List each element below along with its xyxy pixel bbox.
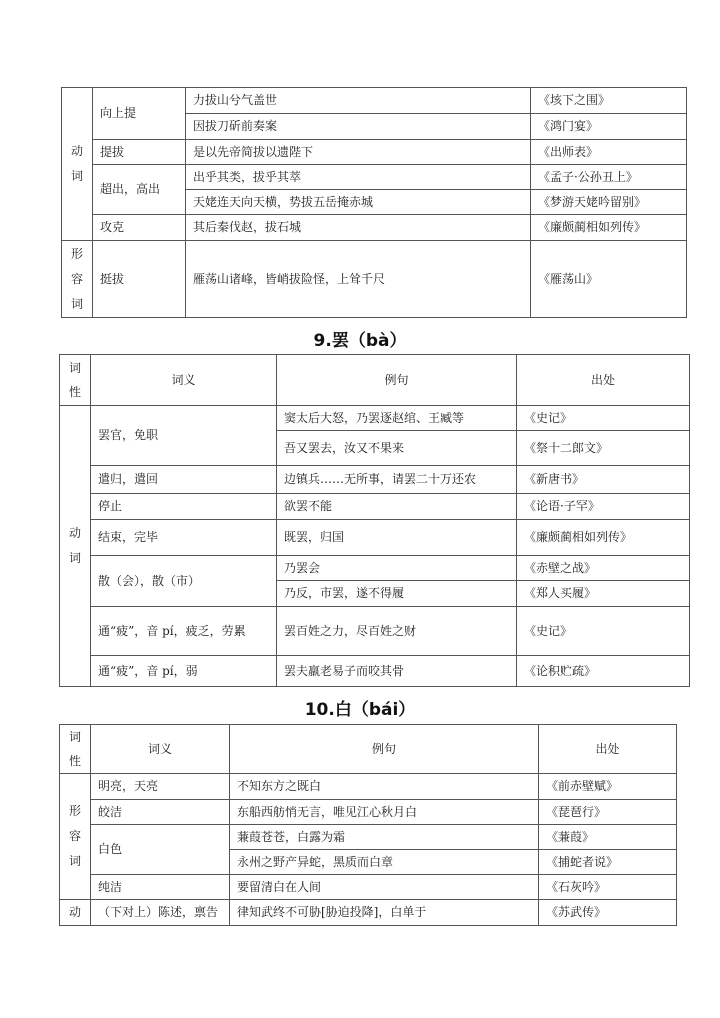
table-row xyxy=(62,241,687,318)
example-cell: 不知东方之既白 xyxy=(230,774,539,800)
meaning-cell: 遣归，遣回 xyxy=(91,466,277,494)
table-row xyxy=(62,165,687,190)
example-cell: 东船西舫悄无言，唯见江心秋月白 xyxy=(230,800,539,825)
example-cell: 罢百姓之力，尽百姓之财 xyxy=(277,607,517,656)
source-cell: 《出师表》 xyxy=(531,140,687,165)
meaning-cell: 明亮，天亮 xyxy=(91,774,230,800)
header-example: 例句 xyxy=(230,725,539,774)
table-row xyxy=(60,466,690,494)
header-meaning: 词义 xyxy=(91,725,230,774)
header-source: 出处 xyxy=(539,725,677,774)
source-cell: 《论积贮疏》 xyxy=(517,656,690,687)
meaning-cell: 通“疲”，音 pí，弱 xyxy=(91,656,277,687)
source-cell: 《垓下之围》 xyxy=(531,88,687,114)
table-ba-continued xyxy=(61,87,687,318)
table-row xyxy=(62,215,687,241)
source-cell: 《蒹葭》 xyxy=(539,825,677,850)
table-bai xyxy=(59,724,677,926)
example-cell: 边镇兵……无所事，请罢二十万还农 xyxy=(277,466,517,494)
table-row xyxy=(60,607,690,656)
meaning-cell: 罢官，免职 xyxy=(91,406,277,466)
example-cell: 欲罢不能 xyxy=(277,494,517,520)
pos-cell xyxy=(62,241,93,318)
meaning-cell: 散（会），散（市） xyxy=(91,556,277,607)
example-cell: 雁荡山诸峰，皆峭拔险怪，上耸千尺 xyxy=(186,241,531,318)
table-row xyxy=(62,88,687,114)
source-cell: 《廉颇蔺相如列传》 xyxy=(517,520,690,556)
source-cell: 《鸿门宴》 xyxy=(531,114,687,140)
meaning-cell: 攻克 xyxy=(93,215,186,241)
table-row xyxy=(60,520,690,556)
meaning-cell: 纯洁 xyxy=(91,875,230,900)
table-row xyxy=(60,900,677,926)
source-cell: 《苏武传》 xyxy=(539,900,677,926)
example-cell: 既罢，归国 xyxy=(277,520,517,556)
example-cell: 出乎其类，拔乎其萃 xyxy=(186,165,531,190)
table-ba4 xyxy=(59,354,690,687)
table-row xyxy=(60,825,677,850)
source-cell: 《史记》 xyxy=(517,406,690,431)
meaning-cell: 挺拔 xyxy=(93,241,186,318)
example-cell: 蒹葭苍苍，白露为霜 xyxy=(230,825,539,850)
source-cell: 《琵琶行》 xyxy=(539,800,677,825)
example-cell: 律知武终不可胁[胁迫投降]，白单于 xyxy=(230,900,539,926)
section-title-10: 10.白（bái） xyxy=(304,700,416,720)
source-cell: 《孟子·公孙丑上》 xyxy=(531,165,687,190)
source-cell: 《赤壁之战》 xyxy=(517,556,690,581)
source-cell: 《新唐书》 xyxy=(517,466,690,494)
table-row xyxy=(60,875,677,900)
pos-cell: 动 xyxy=(60,900,91,926)
example-cell: 其后秦伐赵，拔石城 xyxy=(186,215,531,241)
meaning-cell: 通“疲”，音 pí，疲乏，劳累 xyxy=(91,607,277,656)
header-meaning: 词义 xyxy=(91,355,277,406)
source-cell: 《史记》 xyxy=(517,607,690,656)
source-cell: 《郑人买履》 xyxy=(517,581,690,607)
example-cell: 乃反，市罢，遂不得履 xyxy=(277,581,517,607)
table-row xyxy=(62,140,687,165)
pos-cell xyxy=(60,406,91,687)
source-cell: 《廉颇蔺相如列传》 xyxy=(531,215,687,241)
header-pos xyxy=(60,725,91,774)
example-cell: 是以先帝简拔以遗陛下 xyxy=(186,140,531,165)
example-cell: 罢夫羸老易子而咬其骨 xyxy=(277,656,517,687)
meaning-cell: （下对上）陈述，禀告 xyxy=(91,900,230,926)
pos-cell xyxy=(62,88,93,241)
table-row xyxy=(60,656,690,687)
example-cell: 窦太后大怒，乃罢逐赵绾、王臧等 xyxy=(277,406,517,431)
table-row xyxy=(60,406,690,431)
source-cell: 《前赤壁赋》 xyxy=(539,774,677,800)
example-cell: 永州之野产异蛇，黑质而白章 xyxy=(230,850,539,875)
pos-cell xyxy=(60,774,91,900)
table-row xyxy=(60,556,690,581)
example-cell: 吾又罢去，汝又不果来 xyxy=(277,431,517,466)
source-cell: 《祭十二郎文》 xyxy=(517,431,690,466)
pos-label: 形容词 xyxy=(69,804,82,868)
meaning-cell: 皎洁 xyxy=(91,800,230,825)
example-cell: 因拔刀斫前奏案 xyxy=(186,114,531,140)
pos-label: 形容词 xyxy=(71,246,84,311)
source-cell: 《石灰吟》 xyxy=(539,875,677,900)
example-cell: 天姥连天向天横，势拔五岳掩赤城 xyxy=(186,190,531,215)
table-row xyxy=(60,494,690,520)
meaning-cell: 结束，完毕 xyxy=(91,520,277,556)
meaning-cell: 停止 xyxy=(91,494,277,520)
header-pos-label: 词性 xyxy=(69,730,82,768)
source-cell: 《捕蛇者说》 xyxy=(539,850,677,875)
example-cell: 要留清白在人间 xyxy=(230,875,539,900)
example-cell: 乃罢会 xyxy=(277,556,517,581)
source-cell: 《雁荡山》 xyxy=(531,241,687,318)
table-row xyxy=(60,800,677,825)
meaning-cell: 向上提 xyxy=(93,88,186,140)
section-title-9: 9.罢（bà） xyxy=(313,331,407,351)
table-row xyxy=(60,774,677,800)
source-cell: 《论语·子罕》 xyxy=(517,494,690,520)
table-header-row xyxy=(60,355,690,406)
pos-label: 动词 xyxy=(69,526,82,565)
table-header-row xyxy=(60,725,677,774)
meaning-cell: 提拔 xyxy=(93,140,186,165)
header-source: 出处 xyxy=(517,355,690,406)
header-pos xyxy=(60,355,91,406)
example-cell: 力拔山兮气盖世 xyxy=(186,88,531,114)
header-pos-label: 词性 xyxy=(69,361,82,399)
header-example: 例句 xyxy=(277,355,517,406)
meaning-cell: 白色 xyxy=(91,825,230,875)
meaning-cell: 超出，高出 xyxy=(93,165,186,215)
pos-label: 动词 xyxy=(71,144,84,183)
source-cell: 《梦游天姥吟留别》 xyxy=(531,190,687,215)
